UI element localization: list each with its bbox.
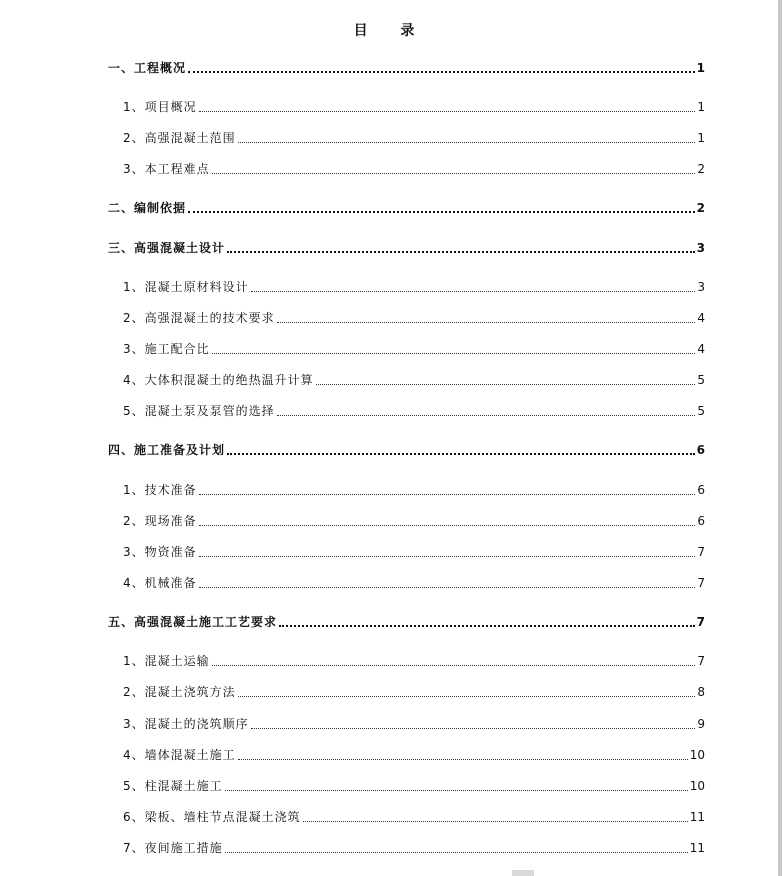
toc-entry-page: 11 [689, 841, 705, 855]
toc-entry-page: 4 [697, 342, 705, 356]
dot-leader [188, 71, 695, 73]
toc-entry-page: 1 [696, 61, 705, 75]
toc-entry-label: 五、高强混凝土施工工艺要求 [108, 615, 278, 629]
dot-leader [277, 322, 696, 323]
toc-entry-label: 3、物资准备 [123, 545, 197, 559]
toc-entry-page: 5 [697, 373, 705, 387]
toc-entry[interactable] [123, 161, 705, 177]
bottom-toolbar-strip [0, 870, 782, 876]
toc-entry-label: 2、高强混凝土范围 [123, 131, 236, 145]
toc-entry-label: 1、项目概况 [123, 100, 197, 114]
toc-entry-page: 1 [697, 100, 705, 114]
dot-leader [238, 142, 696, 143]
dot-leader [316, 384, 696, 385]
toc-entry[interactable] [123, 840, 705, 856]
toc-entry-label: 4、大体积混凝土的绝热温升计算 [123, 373, 314, 387]
toc-entry[interactable] [123, 778, 705, 794]
toc-entry-label: 5、混凝土泵及泵管的选择 [123, 404, 275, 418]
dot-leader [225, 790, 688, 791]
toc-entry-page: 6 [697, 514, 705, 528]
toc-entry-label: 4、墙体混凝土施工 [123, 748, 236, 762]
dot-leader [251, 291, 696, 292]
toc-entry-page: 8 [697, 685, 705, 699]
toc-entry[interactable] [123, 341, 705, 357]
dot-leader [238, 696, 696, 697]
toc-entry[interactable] [123, 279, 705, 295]
toc-entry[interactable] [123, 99, 705, 115]
toc-entry-page: 10 [689, 748, 705, 762]
dot-leader [227, 453, 695, 455]
toc-entry-page: 7 [696, 615, 705, 629]
toc-entry[interactable] [123, 575, 705, 591]
toc-entry-label: 6、梁板、墙柱节点混凝土浇筑 [123, 810, 301, 824]
toc-entry-page: 10 [689, 779, 705, 793]
toc-entry[interactable] [123, 403, 705, 419]
toc-entry[interactable] [123, 372, 705, 388]
toc-entry-label: 2、高强混凝土的技术要求 [123, 311, 275, 325]
toc-entry-label: 一、工程概况 [108, 61, 187, 75]
dot-leader [227, 251, 695, 253]
toc-entry-page: 6 [696, 443, 705, 457]
dot-leader [188, 211, 695, 213]
scroll-indicator[interactable] [512, 870, 534, 876]
toc-entry[interactable] [123, 747, 705, 763]
toc-entry-label: 3、混凝土的浇筑顺序 [123, 717, 249, 731]
toc-entry-label: 1、混凝土原材料设计 [123, 280, 249, 294]
dot-leader [199, 525, 696, 526]
toc-entry-page: 7 [697, 654, 705, 668]
toc-entry[interactable] [123, 653, 705, 669]
dot-leader [199, 587, 696, 588]
dot-leader [277, 415, 696, 416]
dot-leader [279, 625, 695, 627]
toc-entry-label: 5、柱混凝土施工 [123, 779, 223, 793]
toc-entry-page: 7 [697, 545, 705, 559]
toc-entry-page: 2 [696, 201, 705, 215]
dot-leader [199, 111, 696, 112]
toc-entry-page: 4 [697, 311, 705, 325]
toc-entry-label: 3、施工配合比 [123, 342, 210, 356]
dot-leader [199, 556, 696, 557]
toc-entry[interactable] [123, 809, 705, 825]
toc-entry-label: 3、本工程难点 [123, 162, 210, 176]
toc-entry-label: 4、机械准备 [123, 576, 197, 590]
toc-entry-label: 7、夜间施工措施 [123, 841, 223, 855]
toc-entry-page: 3 [697, 280, 705, 294]
toc-entry-label: 二、编制依据 [108, 201, 187, 215]
dot-leader [303, 821, 688, 822]
toc-entry[interactable] [123, 684, 705, 700]
toc-entry-label: 四、施工准备及计划 [108, 443, 226, 457]
toc-entry-page: 2 [697, 162, 705, 176]
dot-leader [251, 728, 696, 729]
toc-entry[interactable] [108, 200, 705, 216]
dot-leader [225, 852, 688, 853]
dot-leader [212, 353, 696, 354]
toc-entry-label: 1、混凝土运输 [123, 654, 210, 668]
page-edge [778, 0, 782, 876]
toc-entry[interactable] [123, 310, 705, 326]
toc-entry-page: 6 [697, 483, 705, 497]
dot-leader [212, 173, 696, 174]
dot-leader [238, 759, 688, 760]
toc-entry-page: 5 [697, 404, 705, 418]
toc-entry[interactable] [108, 240, 705, 256]
toc-entry-page: 7 [697, 576, 705, 590]
toc-entry[interactable] [123, 513, 705, 529]
dot-leader [212, 665, 696, 666]
toc-entry[interactable] [108, 60, 705, 76]
toc-entry[interactable] [123, 544, 705, 560]
toc-entry[interactable] [108, 614, 705, 630]
toc-entry-page: 1 [697, 131, 705, 145]
toc-entry[interactable] [123, 130, 705, 146]
toc-entry-page: 11 [689, 810, 705, 824]
toc-entry-page: 3 [696, 241, 705, 255]
toc-entry-label: 1、技术准备 [123, 483, 197, 497]
toc-entry-page: 9 [697, 717, 705, 731]
toc-entry[interactable] [108, 442, 705, 458]
toc-entry-label: 三、高强混凝土设计 [108, 241, 226, 255]
dot-leader [199, 494, 696, 495]
toc-entry-label: 2、现场准备 [123, 514, 197, 528]
toc-entry[interactable] [123, 716, 705, 732]
toc-entry-label: 2、混凝土浇筑方法 [123, 685, 236, 699]
toc-entry[interactable] [123, 482, 705, 498]
toc-title: 目 录 [353, 23, 429, 39]
